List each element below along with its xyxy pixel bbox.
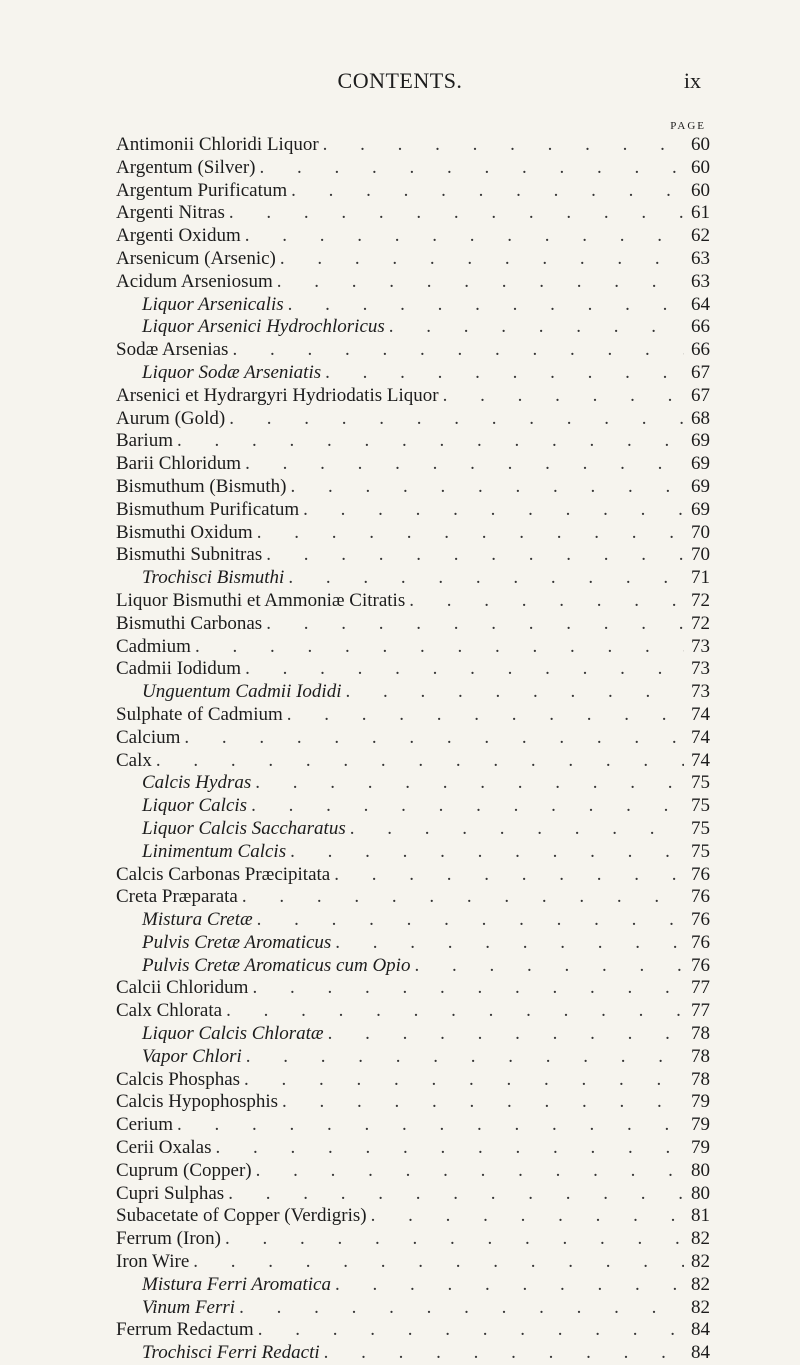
entry-page-number: 69 [691,498,710,520]
toc-entry [116,180,710,203]
entry-title: Calx Chlorata [116,1000,223,1022]
entry-title: Argenti Nitras [116,202,225,224]
entry-page-number: 75 [691,817,710,839]
toc-entry [116,1205,710,1228]
toc-subentry [116,841,710,864]
entry-title: Calcis Carbonas Præcipitata [116,863,331,885]
entry-title: Aurum (Gold) [116,407,226,429]
dot-leader [288,294,684,317]
entry-title: Cupri Sulphas [116,1182,225,1204]
toc-entry [116,864,710,887]
entry-title: Liquor Arsenicalis [142,293,284,315]
toc-subentry [116,1046,710,1069]
dot-leader [258,1319,684,1342]
dot-leader [291,476,685,499]
entry-page-number: 75 [691,840,710,862]
entry-title: Calcis Hydras [142,772,252,794]
entry-title: Cadmii Iodidum [116,658,242,680]
page-title: CONTENTS. [337,68,463,93]
entry-page-number: 78 [691,1045,710,1067]
entry-title: Mistura Ferri Aromatica [142,1273,331,1295]
dot-leader [324,1342,684,1365]
toc-subentry [116,1342,710,1365]
entry-title: Argentum Purificatum [116,179,288,201]
entry-page-number: 73 [691,681,710,703]
dot-leader [328,1023,684,1046]
entry-page-number: 64 [691,293,710,315]
toc-entry [116,1251,710,1274]
entry-title: Cerium [116,1114,173,1136]
entry-title: Calcium [116,726,181,748]
dot-leader [256,1160,684,1183]
toc-entry [116,1319,710,1342]
dot-leader [389,316,684,339]
dot-leader [371,1205,684,1228]
entry-title: Sodæ Arsenias [116,339,229,361]
entry-page-number: 75 [691,772,710,794]
toc-subentry [116,932,710,955]
entry-title: Liquor Sodæ Arseniatis [142,361,322,383]
entry-page-number: 82 [691,1273,710,1295]
dot-leader [177,1114,684,1137]
dot-leader [350,818,684,841]
entry-page-number: 74 [691,726,710,748]
entry-title: Subacetate of Copper (Verdigris) [116,1205,367,1227]
entry-title: Calx [116,749,152,771]
entry-title: Mistura Cretæ [142,909,253,931]
toc-entry [116,1160,710,1183]
dot-leader [260,157,685,180]
dot-leader [280,248,684,271]
dot-leader [334,864,684,887]
entry-page-number: 69 [691,453,710,475]
entry-title: Trochisci Bismuthi [142,567,285,589]
dot-leader [245,453,684,476]
toc-subentry [116,1023,710,1046]
toc-subentry [116,955,710,978]
toc-subentry [116,362,710,385]
entry-page-number: 66 [691,339,710,361]
entry-title: Liquor Bismuthi et Ammoniæ Citratis [116,589,406,611]
dot-leader [195,636,684,659]
entry-title: Creta Præparata [116,886,238,908]
toc-subentry [116,294,710,317]
entry-title: Bismuthi Subnitras [116,544,263,566]
toc-entry [116,453,710,476]
dot-leader [346,681,685,704]
toc-entry [116,202,710,225]
entry-page-number: 66 [691,316,710,338]
dot-leader [193,1251,684,1274]
entry-page-number: 67 [691,361,710,383]
toc-entry [116,385,710,408]
toc-entry [116,977,710,1000]
entry-page-number: 81 [691,1205,710,1227]
entry-page-number: 74 [691,703,710,725]
toc-entry [116,544,710,567]
toc-subentry [116,1274,710,1297]
dot-leader [242,886,684,909]
entry-title: Arsenicum (Arsenic) [116,247,276,269]
dot-leader [335,1274,684,1297]
dot-leader [228,1183,684,1206]
toc-entry [116,271,710,294]
toc-entry [116,430,710,453]
entry-title: Argenti Oxidum [116,225,241,247]
entry-page-number: 79 [691,1137,710,1159]
entry-title: Bismuthi Carbonas [116,612,263,634]
toc-entry [116,1137,710,1160]
entry-page-number: 82 [691,1296,710,1318]
dot-leader [335,932,684,955]
dot-leader [443,385,684,408]
entry-page-number: 79 [691,1091,710,1113]
entry-title: Unguentum Cadmii Iodidi [142,681,342,703]
toc-entry [116,590,710,613]
toc-entry [116,499,710,522]
entry-page-number: 61 [691,202,710,224]
entry-page-number: 77 [691,1000,710,1022]
dot-leader [290,841,684,864]
entry-title: Liquor Calcis [142,795,248,817]
entry-page-number: 63 [691,247,710,269]
entry-page-number: 76 [691,909,710,931]
entry-title: Barium [116,430,173,452]
dot-leader [252,977,684,1000]
toc-subentry [116,909,710,932]
dot-leader [282,1091,684,1114]
dot-leader [229,202,684,225]
entry-title: Liquor Calcis Saccharatus [142,817,346,839]
entry-page-number: 67 [691,384,710,406]
toc-entry [116,1000,710,1023]
entry-page-number: 63 [691,270,710,292]
entry-title: Acidum Arseniosum [116,270,273,292]
toc-entry [116,157,710,180]
toc-entry [116,750,710,773]
entry-title: Bismuthi Oxidum [116,521,253,543]
entry-title: Ferrum Redactum [116,1319,254,1341]
entry-page-number: 60 [691,134,710,155]
toc-subentry [116,681,710,704]
toc-entry [116,704,710,727]
dot-leader [414,955,684,978]
entry-title: Calcis Hypophosphis [116,1091,279,1113]
toc-entry [116,1091,710,1114]
entry-page-number: 79 [691,1114,710,1136]
dot-leader [229,408,684,431]
toc-entry [116,727,710,750]
toc-entry [116,658,710,681]
toc-entry [116,476,710,499]
entry-title: Argentum (Silver) [116,156,256,178]
entry-title: Bismuthum (Bismuth) [116,475,287,497]
dot-leader [277,271,684,294]
toc-entry [116,248,710,271]
dot-leader [257,909,684,932]
toc-entry [116,522,710,545]
entry-title: Cadmium [116,635,191,657]
entry-page-number: 72 [691,612,710,634]
dot-leader [257,522,684,545]
toc-entry [116,613,710,636]
entry-page-number: 82 [691,1228,710,1250]
entry-title: Sulphate of Cadmium [116,703,283,725]
page-column-heading: PAGE [670,120,706,132]
entry-page-number: 72 [691,589,710,611]
toc-subentry [116,795,710,818]
dot-leader [246,1046,684,1069]
entry-page-number: 78 [691,1023,710,1045]
entry-page-number: 68 [691,407,710,429]
toc-entry [116,1228,710,1251]
dot-leader [245,225,684,248]
toc-subentry [116,818,710,841]
entry-page-number: 76 [691,931,710,953]
dot-leader [409,590,684,613]
dot-leader [216,1137,684,1160]
dot-leader [266,544,684,567]
entry-page-number: 69 [691,475,710,497]
entry-title: Cuprum (Copper) [116,1159,252,1181]
entry-page-number: 76 [691,863,710,885]
entry-page-number: 70 [691,544,710,566]
entry-page-number: 76 [691,886,710,908]
toc-entry [116,1183,710,1206]
toc-entry [116,1114,710,1137]
entry-page-number: 78 [691,1068,710,1090]
dot-leader [156,750,684,773]
dot-leader [266,613,684,636]
entry-page-number: 75 [691,795,710,817]
toc-entry [116,636,710,659]
toc-entry [116,1069,710,1092]
entry-page-number: 69 [691,430,710,452]
dot-leader [225,1228,684,1251]
entry-title: Calcis Phosphas [116,1068,241,1090]
entry-page-number: 76 [691,954,710,976]
dot-leader [291,180,684,203]
entry-title: Pulvis Cretæ Aromaticus cum Opio [142,954,411,976]
entry-title: Iron Wire [116,1251,190,1273]
entry-title: Cerii Oxalas [116,1137,212,1159]
dot-leader [184,727,684,750]
entry-title: Arsenici et Hydrargyri Hydriodatis Liquor [116,384,439,406]
toc-subentry [116,772,710,795]
page-number: ix [683,68,701,93]
entry-page-number: 82 [691,1251,710,1273]
entry-title: Pulvis Cretæ Aromaticus [142,931,332,953]
dot-leader [288,567,684,590]
entry-page-number: 80 [691,1159,710,1181]
entry-page-number: 60 [691,156,710,178]
toc-entry [116,408,710,431]
dot-leader [323,134,684,157]
entry-title: Vinum Ferri [142,1296,236,1318]
toc-subentry [116,567,710,590]
entry-page-number: 62 [691,225,710,247]
dot-leader [325,362,684,385]
dot-leader [251,795,684,818]
entry-title: Vapor Chlori [142,1045,242,1067]
entry-page-number: 84 [691,1342,710,1364]
entry-title: Calcii Chloridum [116,977,249,999]
table-of-contents [116,134,710,1365]
entry-title: Linimentum Calcis [142,840,287,862]
entry-page-number: 77 [691,977,710,999]
entry-page-number: 60 [691,179,710,201]
entry-page-number: 70 [691,521,710,543]
entry-title: Bismuthum Purificatum [116,498,300,520]
toc-entry [116,134,710,157]
toc-subentry [116,316,710,339]
toc-entry [116,339,710,362]
entry-title: Ferrum (Iron) [116,1228,221,1250]
entry-title: Antimonii Chloridi Liquor [116,134,319,155]
toc-entry [116,225,710,248]
dot-leader [287,704,684,727]
toc-entry [116,886,710,909]
entry-page-number: 84 [691,1319,710,1341]
dot-leader [303,499,684,522]
dot-leader [255,772,684,795]
entry-page-number: 73 [691,658,710,680]
dot-leader [239,1297,684,1320]
entry-title: Liquor Calcis Chloratæ [142,1023,324,1045]
dot-leader [177,430,684,453]
dot-leader [232,339,684,362]
entry-title: Trochisci Ferri Redacti [142,1342,320,1364]
entry-page-number: 71 [691,567,710,589]
dot-leader [244,1069,684,1092]
entry-page-number: 80 [691,1182,710,1204]
entry-page-number: 74 [691,749,710,771]
running-header [0,68,800,102]
entry-title: Liquor Arsenici Hydrochloricus [142,316,385,338]
toc-subentry [116,1297,710,1320]
entry-page-number: 73 [691,635,710,657]
entry-title: Barii Chloridum [116,453,242,475]
dot-leader [245,658,684,681]
dot-leader [226,1000,684,1023]
